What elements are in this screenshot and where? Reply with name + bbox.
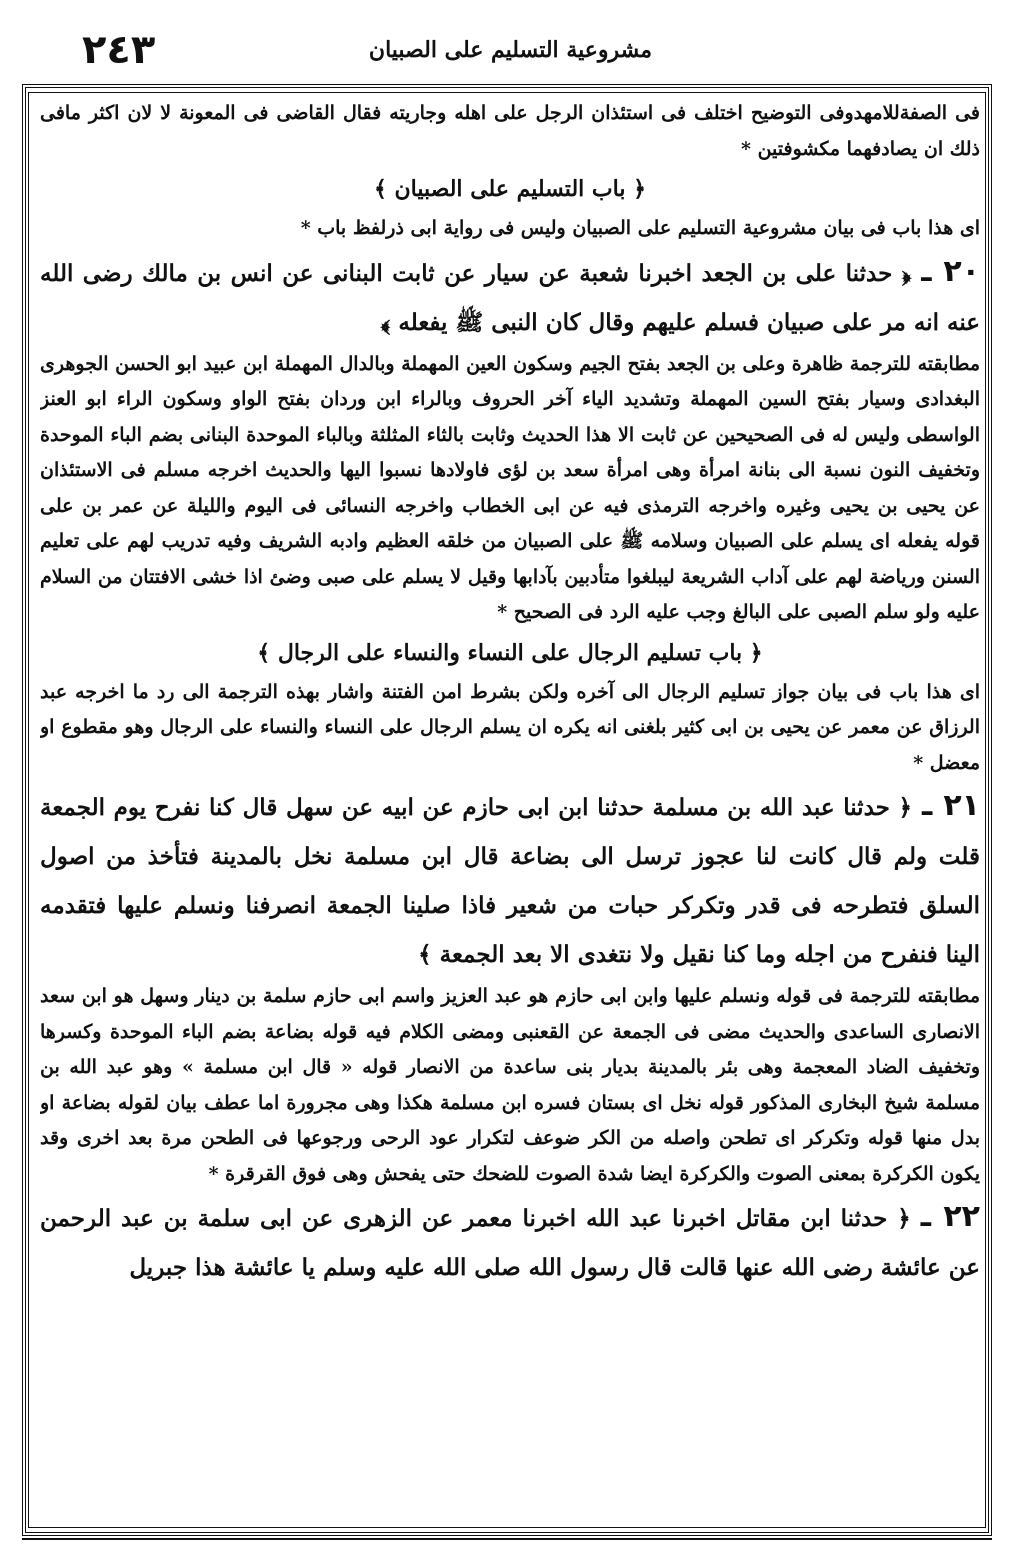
hadith-number: ٢٠ ـ xyxy=(921,253,980,289)
chapter-explanation: اى هذا باب فى بيان جواز تسليم الرجال الى آخره ولكن بشرط امن الفتنة واشار بهذه الترجمة الى رد ما اخرجه عبد الرزاق عن معمر عن يحيى بن ابى كثير بلغنى انه يكره ان يسلم الرجال على النساء والنساء على الرجال وهو مقطوع او معضل * xyxy=(40,680,980,774)
page-body xyxy=(40,96,980,1526)
hadith-20 xyxy=(40,247,980,347)
hadith-21 xyxy=(40,781,980,979)
page-number: ٢٤٣ xyxy=(82,27,156,73)
chapter-heading: ﴿ باب تسليم الرجال على النساء والنساء على الرجال ﴾ xyxy=(257,639,763,666)
hadith-text: ﴿ حدثنا على بن الجعد اخبرنا شعبة عن سيار عن ثابت البنانى عن انس بن مالك رضى الله عنه انه مر على صبيان فسلم عليهم وقال كان النبى ﷺ يفعله ﴾ xyxy=(40,259,980,336)
chapter-heading: ﴿ باب التسليم على الصبيان ﴾ xyxy=(373,176,647,202)
page-header xyxy=(30,18,991,78)
commentary-paragraph: فى الصفةللامهدوفى التوضيح اختلف فى استئذان الرجل على اهله وجاريته فقال القاضى فى المعونة لا لان اكثر مافى ذلك ان يصادفهما مكشوفتين * xyxy=(40,102,980,160)
hadith-text: ﴿ حدثنا عبد الله بن مسلمة حدثنا ابن ابى حازم عن ابيه عن سهل قال كنا نفرح يوم الجمعة قلت ولم قال كانت لنا عجوز ترسل الى بضاعة قال ابن مسلمة نخل بالمدينة فتأخذ من اصول السلق فتطرحه فى قدر وتكركر حبات من شعير فاذا صلينا الجمعة انصرفنا ونسلم عليها فتقدمه الينا فنفرح من اجله وما كنا نقيل ولا نتغدى الا بعد الجمعة ﴾ xyxy=(40,794,980,968)
chapter-explanation: اى هذا باب فى بيان مشروعية التسليم على الصبيان وليس فى رواية ابى ذرلفظ باب * xyxy=(300,217,980,239)
hadith-22 xyxy=(40,1192,980,1292)
commentary-paragraph: مطابقته للترجمة فى قوله ونسلم عليها وابن ابى حازم هو عبد العزيز واسم ابى حازم سلمة بن دينار وسهل هو ابن سعد الانصارى الساعدى والحديث مضى فى الجمعة عن القعنبى ومضى الكلام فيه قوله بضاعة بضم الباء الموحدة وكسرها وتخفيف الضاد المعجمة وهى بئر بالمدينة بديار بنى ساعدة من الانصار قوله « قال ابن مسلمة » وهو عبد الله بن مسلمة شيخ البخارى المذكور قوله نخل اى بستان فسره ابن مسلمة هكذا وهى مجرورة اما عطف بيان لقوله بضاعة او بدل منها قوله وتكركر اى تطحن واصله من الكر ضوعف لتكرار عود الرحى ورجوعها فى الطحن مرة بعد اخرى وقد يكون الكركرة بمعنى الصوت والكركرة ايضا شدة الصوت للضحك حتى يفحش وهى فوق القرقرة * xyxy=(40,985,980,1185)
hadith-number: ٢٢ ـ xyxy=(920,1199,980,1234)
bottom-rule xyxy=(22,1538,992,1540)
running-title: مشروعية التسليم على الصبيان xyxy=(368,37,653,63)
hadith-number: ٢١ ـ xyxy=(922,788,980,823)
commentary-paragraph: مطابقته للترجمة ظاهرة وعلى بن الجعد بفتح الجيم وسكون العين المهملة وبالدال المهملة ابن عبيد ابو الحسن الجوهرى البغدادى وسيار بفتح السين المهملة وتشديد الياء آخر الحروف وبالراء ابن وردان بفتح الواو وسكون الراء ابو العنز الواسطى وليس له فى الصحيحين عن ثابت الا هذا الحديث وثابت بالثاء المثلثة وبالباء الموحدة البنانى بضم الباء الموحدة وتخفيف النون نسبة الى بنانة امرأة وهى امرأة سعد بن لؤى فاولادها نسبوا اليها والحديث اخرجه مسلم فى الاستئذان عن يحيى بن يحيى وغيره واخرجه الترمذى فيه عن ابى الخطاب واخرجه النسائى فى اليوم والليلة عن عمر بن على قوله يفعله اى يسلم على الصبيان وسلامه ﷺ على الصبيان من خلقه العظيم وادبه الشريف وفيه تدريب لهم على تعليم السنن ورياضة لهم على آداب الشريعة ليبلغوا متأدبين بآدابها وقيل لا يسلم على صبى وضئ اذا خشى الافتتان من السلام عليه ولو سلم الصبى على البالغ وجب عليه الرد فى الصحيح * xyxy=(40,352,980,623)
hadith-text: ﴿ حدثنا ابن مقاتل اخبرنا عبد الله اخبرنا معمر عن الزهرى عن ابى سلمة بن عبد الرحمن عن عائشة رضى الله عنها قالت قال رسول الله صلى الله عليه وسلم يا عائشة هذا جبريل xyxy=(40,1205,980,1281)
